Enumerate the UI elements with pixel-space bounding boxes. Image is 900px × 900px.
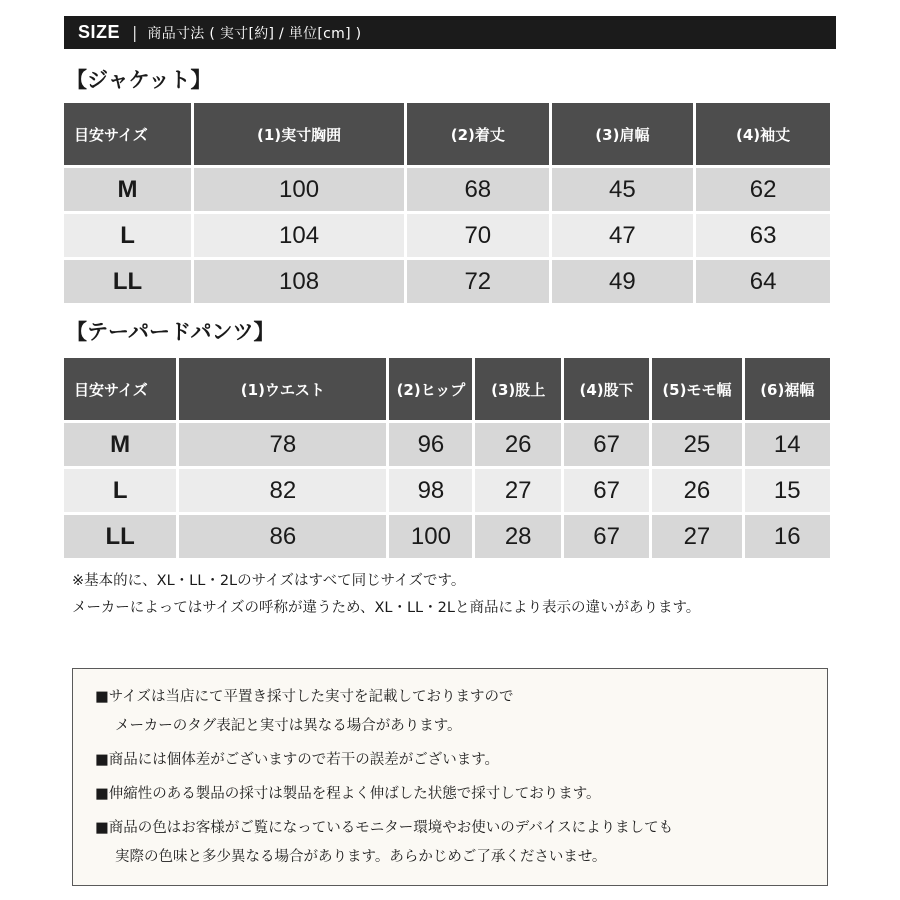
jacket-col-size: 目安サイズ bbox=[64, 103, 191, 165]
size-label: SIZE bbox=[78, 22, 121, 42]
jacket-header-row bbox=[64, 103, 830, 165]
table-row bbox=[64, 423, 830, 466]
table-cell: 63 bbox=[696, 214, 830, 257]
size-cell: L bbox=[64, 214, 191, 257]
table-cell: 96 bbox=[389, 423, 472, 466]
table-cell: 82 bbox=[179, 469, 386, 512]
table-row bbox=[64, 469, 830, 512]
table-cell: 78 bbox=[179, 423, 386, 466]
table-cell: 45 bbox=[552, 168, 694, 211]
measurement-info-box bbox=[72, 668, 828, 886]
table-cell: 100 bbox=[194, 168, 404, 211]
table-cell: 27 bbox=[475, 469, 560, 512]
table-cell: 98 bbox=[389, 469, 472, 512]
info-line: ■商品の色はお客様がご覧になっているモニター環境やお使いのデバイスによりましても bbox=[95, 820, 674, 836]
table-cell: 108 bbox=[194, 260, 404, 303]
jacket-col-shoulder: (3)肩幅 bbox=[552, 103, 694, 165]
table-cell: 67 bbox=[564, 515, 649, 558]
table-cell: 28 bbox=[475, 515, 560, 558]
size-cell: M bbox=[64, 423, 176, 466]
header-subtitle: 商品寸法 ( 実寸[約] / 単位[cm] ) bbox=[147, 25, 362, 42]
table-row bbox=[64, 515, 830, 558]
pants-size-table bbox=[61, 355, 833, 561]
table-row bbox=[64, 260, 830, 303]
info-line: ■商品には個体差がございますので若干の誤差がございます。 bbox=[95, 752, 500, 768]
table-cell: 25 bbox=[652, 423, 741, 466]
table-cell: 47 bbox=[552, 214, 694, 257]
size-cell: L bbox=[64, 469, 176, 512]
jacket-section-title: 【ジャケット】 bbox=[66, 68, 212, 92]
table-cell: 104 bbox=[194, 214, 404, 257]
header-bar bbox=[64, 16, 836, 49]
table-cell: 14 bbox=[745, 423, 830, 466]
table-cell: 64 bbox=[696, 260, 830, 303]
info-line: メーカーのタグ表記と実寸は異なる場合があります。 bbox=[115, 718, 462, 734]
pants-header-row bbox=[64, 358, 830, 420]
note-line: メーカーによってはサイズの呼称が違うため、XL・LL・2Lと商品により表示の違いがあります。 bbox=[72, 600, 701, 616]
size-cell: LL bbox=[64, 515, 176, 558]
info-line: ■伸縮性のある製品の採寸は製品を程よく伸ばした状態で採寸しております。 bbox=[95, 786, 601, 802]
size-notes bbox=[72, 568, 700, 622]
table-cell: 49 bbox=[552, 260, 694, 303]
pants-col-hip: (2)ヒップ bbox=[389, 358, 472, 420]
header-separator: | bbox=[132, 23, 138, 42]
pants-col-rise: (3)股上 bbox=[475, 358, 560, 420]
table-cell: 27 bbox=[652, 515, 741, 558]
pants-col-thigh: (5)モモ幅 bbox=[652, 358, 741, 420]
note-line: ※基本的に、XL・LL・2Lのサイズはすべて同じサイズです。 bbox=[72, 573, 466, 589]
table-cell: 67 bbox=[564, 423, 649, 466]
jacket-col-sleeve: (4)袖丈 bbox=[696, 103, 830, 165]
table-row bbox=[64, 214, 830, 257]
table-cell: 26 bbox=[475, 423, 560, 466]
info-item bbox=[95, 780, 827, 809]
jacket-col-length: (2)着丈 bbox=[407, 103, 549, 165]
pants-section-title: 【テーパードパンツ】 bbox=[66, 320, 275, 344]
size-cell: LL bbox=[64, 260, 191, 303]
table-cell: 86 bbox=[179, 515, 386, 558]
jacket-size-table bbox=[61, 100, 833, 306]
info-line: 実際の色味と多少異なる場合があります。あらかじめご了承くださいませ。 bbox=[115, 849, 607, 865]
info-item bbox=[95, 814, 827, 872]
table-cell: 68 bbox=[407, 168, 549, 211]
size-cell: M bbox=[64, 168, 191, 211]
pants-col-hem: (6)裾幅 bbox=[745, 358, 830, 420]
table-cell: 26 bbox=[652, 469, 741, 512]
info-item bbox=[95, 746, 827, 775]
table-cell: 67 bbox=[564, 469, 649, 512]
pants-col-inseam: (4)股下 bbox=[564, 358, 649, 420]
table-cell: 70 bbox=[407, 214, 549, 257]
table-cell: 15 bbox=[745, 469, 830, 512]
info-line: ■サイズは当店にて平置き採寸した実寸を記載しておりますので bbox=[95, 689, 514, 705]
pants-col-waist: (1)ウエスト bbox=[179, 358, 386, 420]
jacket-col-chest: (1)実寸胸囲 bbox=[194, 103, 404, 165]
table-cell: 100 bbox=[389, 515, 472, 558]
info-item bbox=[95, 683, 827, 741]
pants-col-size: 目安サイズ bbox=[64, 358, 176, 420]
table-row bbox=[64, 168, 830, 211]
table-cell: 72 bbox=[407, 260, 549, 303]
table-cell: 16 bbox=[745, 515, 830, 558]
table-cell: 62 bbox=[696, 168, 830, 211]
